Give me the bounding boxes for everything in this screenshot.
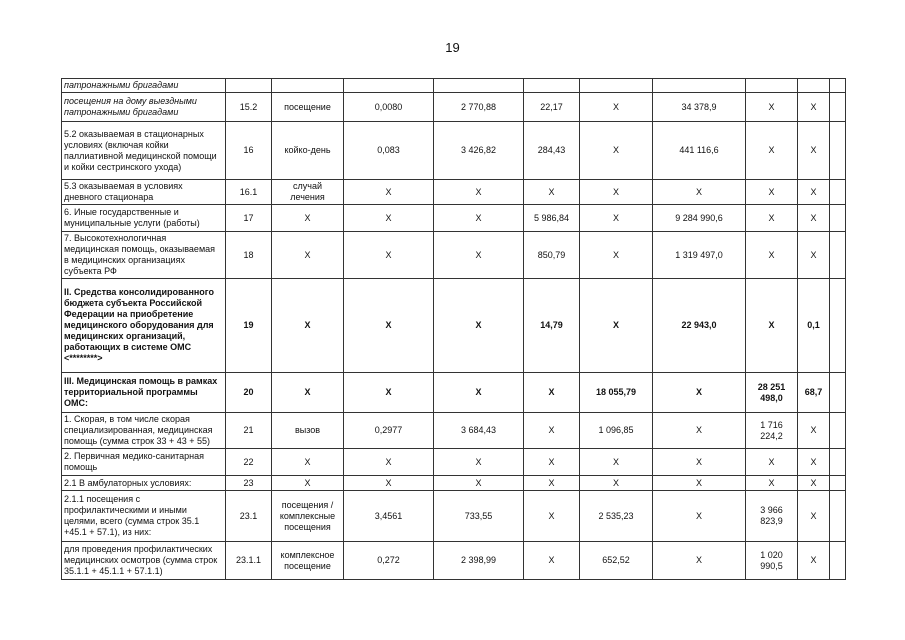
table-cell: 1 716 224,2 <box>746 413 798 449</box>
table-cell <box>344 79 434 93</box>
table-cell <box>434 79 524 93</box>
table-cell: Х <box>344 279 434 373</box>
table-row <box>62 413 846 449</box>
table-cell: 733,55 <box>434 491 524 542</box>
table-cell: 68,7 <box>798 373 830 413</box>
table-cell: 15.2 <box>226 93 272 122</box>
table-cell: Х <box>746 232 798 279</box>
table-cell: 23 <box>226 476 272 491</box>
row-name-cell: II. Средства консолидированного бюджета субъекта Российской Федерации на приобретение медицинского оборудования для медицинских организаций, работающих в системе ОМС <********> <box>62 279 226 373</box>
table-cell: 1 319 497,0 <box>653 232 746 279</box>
table-cell: 1 096,85 <box>580 413 653 449</box>
table-cell: 22 943,0 <box>653 279 746 373</box>
table-cell: 3 966 823,9 <box>746 491 798 542</box>
table-cell: 17 <box>226 205 272 232</box>
table-cell: комплексное посещение <box>272 542 344 580</box>
table-cell: Х <box>524 491 580 542</box>
table-cell: Х <box>746 205 798 232</box>
table-cell: Х <box>798 476 830 491</box>
table-cell: Х <box>798 542 830 580</box>
table-cell: 28 251 498,0 <box>746 373 798 413</box>
table-cell: Х <box>798 413 830 449</box>
table-cell: 20 <box>226 373 272 413</box>
table-cell: Х <box>653 180 746 205</box>
data-table <box>61 78 846 580</box>
table-cell: 19 <box>226 279 272 373</box>
table-cell: 5 986,84 <box>524 205 580 232</box>
table-cell: Х <box>746 93 798 122</box>
table-cell: Х <box>580 449 653 476</box>
table-cell: Х <box>344 449 434 476</box>
table-row <box>62 79 846 93</box>
table-cell <box>830 449 846 476</box>
table-cell: 441 116,6 <box>653 122 746 180</box>
table-cell <box>830 232 846 279</box>
table-cell <box>580 79 653 93</box>
table-cell: Х <box>524 542 580 580</box>
table-cell <box>272 79 344 93</box>
row-name-cell: посещения на дому выездными патронажными бригадами <box>62 93 226 122</box>
table-cell: 652,52 <box>580 542 653 580</box>
table-cell: 2 770,88 <box>434 93 524 122</box>
table-cell: вызов <box>272 413 344 449</box>
table-cell: 9 284 990,6 <box>653 205 746 232</box>
table-cell: Х <box>798 232 830 279</box>
row-name-cell: патронажными бригадами <box>62 79 226 93</box>
table-cell: 284,43 <box>524 122 580 180</box>
table-cell: Х <box>653 373 746 413</box>
table-cell: Х <box>434 180 524 205</box>
table-cell <box>830 373 846 413</box>
table-cell: 3 684,43 <box>434 413 524 449</box>
row-name-cell: 1. Скорая, в том числе скорая специализированная, медицинская помощь (сумма строк 33 + 43 + 55) <box>62 413 226 449</box>
table-cell: 22,17 <box>524 93 580 122</box>
row-name-cell: III. Медицинская помощь в рамках территориальной программы ОМС: <box>62 373 226 413</box>
row-name-cell: для проведения профилактических медицинских осмотров (сумма строк 35.1.1 + 45.1.1 + 57.1.1) <box>62 542 226 580</box>
table-cell: Х <box>434 476 524 491</box>
row-name-cell: 7. Высокотехнологичная медицинская помощь, оказываемая в медицинских организациях субъекта РФ <box>62 232 226 279</box>
table-cell: Х <box>524 449 580 476</box>
table-cell: Х <box>798 122 830 180</box>
table-cell: Х <box>653 542 746 580</box>
table-cell <box>798 79 830 93</box>
table-cell: Х <box>798 93 830 122</box>
table-cell: Х <box>798 180 830 205</box>
table-cell <box>226 79 272 93</box>
table-cell: Х <box>746 180 798 205</box>
table-cell: Х <box>524 476 580 491</box>
table-row <box>62 449 846 476</box>
table-cell: 0,0080 <box>344 93 434 122</box>
table-row <box>62 373 846 413</box>
table-row <box>62 476 846 491</box>
table-cell: Х <box>798 491 830 542</box>
table-row <box>62 93 846 122</box>
table-cell: Х <box>272 232 344 279</box>
table-cell: Х <box>272 279 344 373</box>
table-row <box>62 180 846 205</box>
table-row <box>62 542 846 580</box>
table-cell: Х <box>653 449 746 476</box>
table-cell: Х <box>272 205 344 232</box>
table-cell: случай лечения <box>272 180 344 205</box>
table-cell: 2 398,99 <box>434 542 524 580</box>
table-cell: койко-день <box>272 122 344 180</box>
table-cell: 1 020 990,5 <box>746 542 798 580</box>
table-cell: Х <box>344 180 434 205</box>
page-number: 19 <box>445 40 460 55</box>
table-cell: 3,4561 <box>344 491 434 542</box>
table-cell: Х <box>344 476 434 491</box>
table-cell: посещение <box>272 93 344 122</box>
table-cell: 23.1 <box>226 491 272 542</box>
table-cell: 21 <box>226 413 272 449</box>
table-cell: Х <box>272 476 344 491</box>
table-cell: 850,79 <box>524 232 580 279</box>
table-cell <box>830 205 846 232</box>
table-cell: Х <box>653 413 746 449</box>
table-cell: 2 535,23 <box>580 491 653 542</box>
table-cell: Х <box>344 232 434 279</box>
table-cell: Х <box>798 449 830 476</box>
table-cell <box>830 279 846 373</box>
table-cell <box>653 79 746 93</box>
table-cell <box>524 79 580 93</box>
table-cell: Х <box>580 476 653 491</box>
table-cell: 0,083 <box>344 122 434 180</box>
table-cell: Х <box>272 449 344 476</box>
table-cell: 0,1 <box>798 279 830 373</box>
table-cell <box>830 476 846 491</box>
table-cell: Х <box>524 180 580 205</box>
table-cell: Х <box>344 205 434 232</box>
table-row <box>62 122 846 180</box>
row-name-cell: 6. Иные государственные и муниципальные услуги (работы) <box>62 205 226 232</box>
table-cell: 16.1 <box>226 180 272 205</box>
table-cell: Х <box>746 122 798 180</box>
table-cell: 34 378,9 <box>653 93 746 122</box>
table-cell: Х <box>798 205 830 232</box>
row-name-cell: 2.1.1 посещения с профилактическими и иными целями, всего (сумма строк 35.1 +45.1 + 57.1), из них: <box>62 491 226 542</box>
table-cell: 22 <box>226 449 272 476</box>
row-name-cell: 5.3 оказываемая в условиях дневного стационара <box>62 180 226 205</box>
table-cell: Х <box>344 373 434 413</box>
table-cell: 14,79 <box>524 279 580 373</box>
table-cell <box>830 180 846 205</box>
table-cell: Х <box>653 491 746 542</box>
table-cell: Х <box>272 373 344 413</box>
table-cell: Х <box>580 180 653 205</box>
table-cell: Х <box>580 205 653 232</box>
table-cell: Х <box>524 413 580 449</box>
table-cell: Х <box>746 449 798 476</box>
table-cell: 18 <box>226 232 272 279</box>
table-cell <box>830 542 846 580</box>
table-cell: Х <box>524 373 580 413</box>
table-cell <box>830 122 846 180</box>
table-cell: Х <box>580 93 653 122</box>
table-cell: Х <box>434 373 524 413</box>
table-cell: 0,272 <box>344 542 434 580</box>
table-cell: Х <box>580 232 653 279</box>
table-row <box>62 232 846 279</box>
table-cell: Х <box>580 279 653 373</box>
table-cell: посещения / комплексные посещения <box>272 491 344 542</box>
table-cell <box>830 491 846 542</box>
table-cell: Х <box>746 279 798 373</box>
table-cell <box>746 79 798 93</box>
table-cell: Х <box>653 476 746 491</box>
table-row <box>62 491 846 542</box>
row-name-cell: 2. Первичная медико-санитарная помощь <box>62 449 226 476</box>
table-cell: Х <box>580 122 653 180</box>
table-cell: Х <box>434 232 524 279</box>
table-cell: 0,2977 <box>344 413 434 449</box>
table-row <box>62 205 846 232</box>
table-cell <box>830 93 846 122</box>
table-cell: 23.1.1 <box>226 542 272 580</box>
table-cell: 18 055,79 <box>580 373 653 413</box>
table-cell: Х <box>434 205 524 232</box>
table-cell: Х <box>434 279 524 373</box>
table-cell: Х <box>746 476 798 491</box>
table-cell <box>830 413 846 449</box>
row-name-cell: 2.1 В амбулаторных условиях: <box>62 476 226 491</box>
table-row <box>62 279 846 373</box>
table-cell: Х <box>434 449 524 476</box>
row-name-cell: 5.2 оказываемая в стационарных условиях (включая койки паллиативной медицинской помощи и койки сестринского ухода) <box>62 122 226 180</box>
table-cell <box>830 79 846 93</box>
table-cell: 3 426,82 <box>434 122 524 180</box>
table-cell: 16 <box>226 122 272 180</box>
